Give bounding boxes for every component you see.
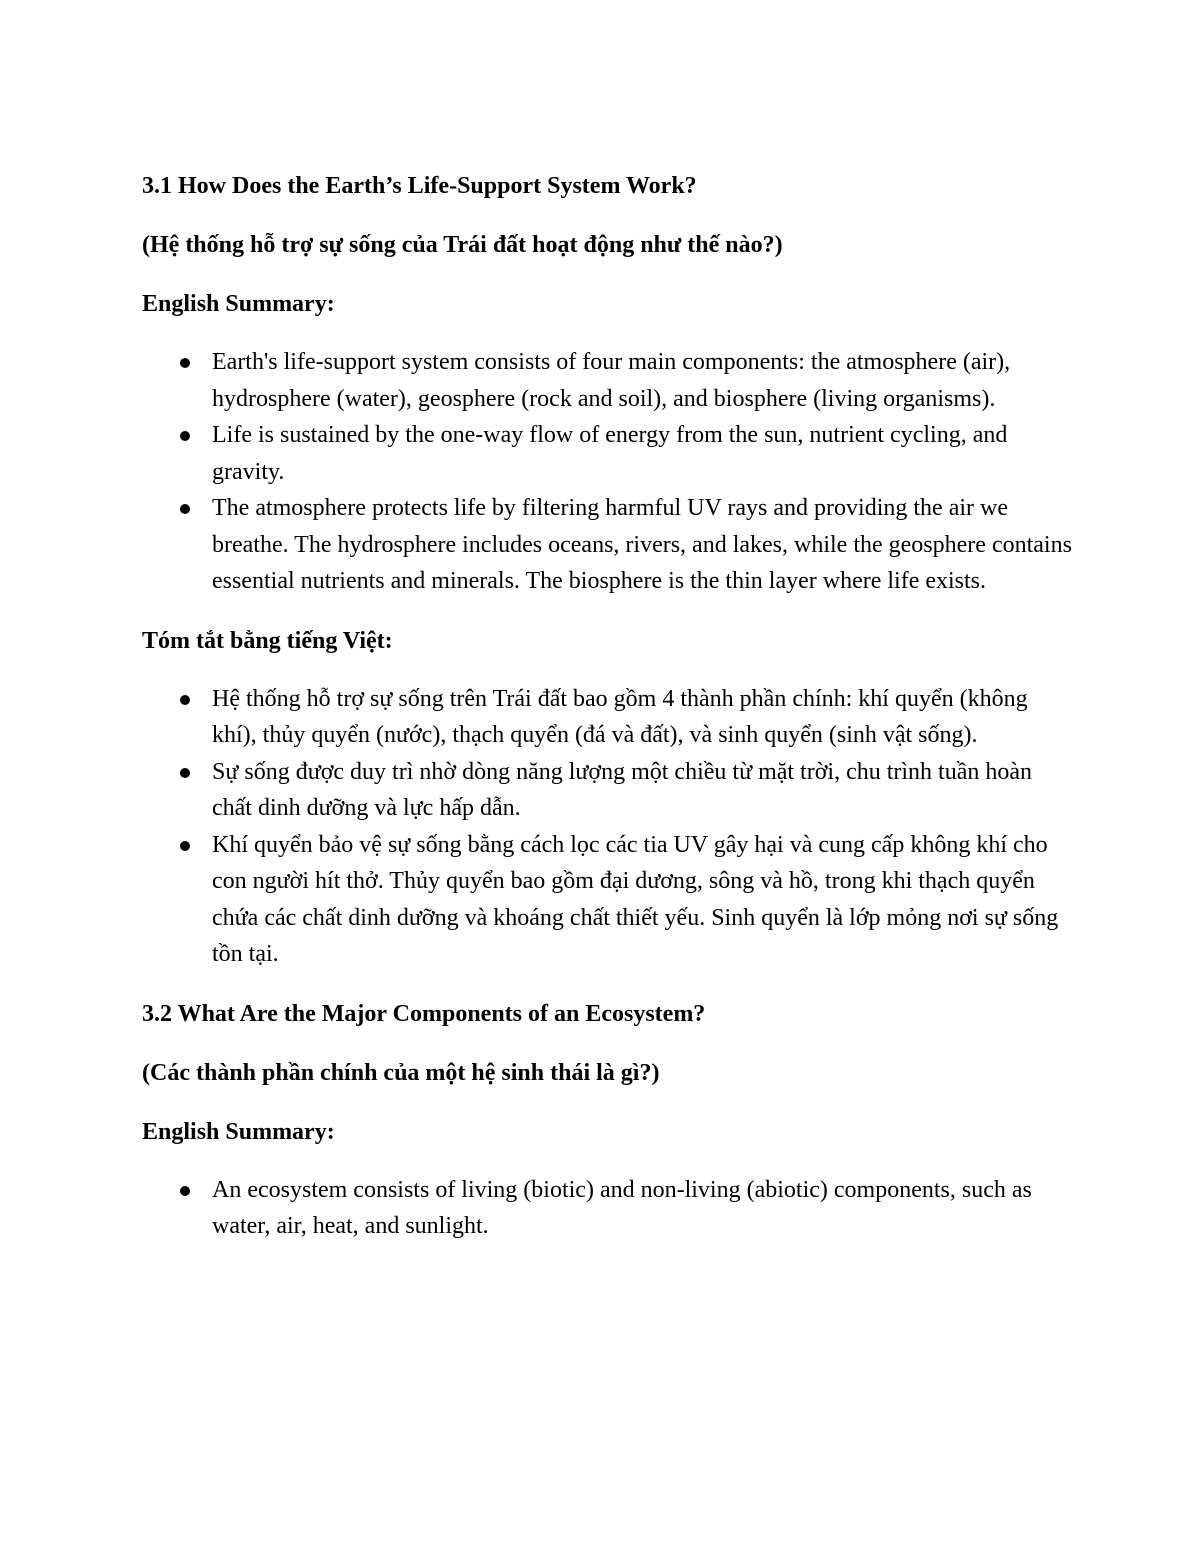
section-2-english-heading: English Summary: xyxy=(142,1118,335,1145)
list-item-text: Khí quyển bảo vệ sự sống bằng cách lọc các tia UV gây hại và cung cấp không khí cho con người hít thở. Thủy quyển bao gồm đại dương, sông và hồ, trong khi thạch quyển chứa các chất dinh dưỡng và khoáng chất thiết yếu. Sinh quyển là lớp mỏng nơi sự sống tồn tại. xyxy=(212,831,1059,967)
list-item xyxy=(142,490,1072,600)
list-item-text: Life is sustained by the one-way flow of energy from the sun, nutrient cycling, and gravity. xyxy=(212,422,1008,485)
bullet-icon xyxy=(180,768,190,778)
section-1-vietnamese-list xyxy=(142,681,1072,973)
list-item xyxy=(142,417,1072,490)
list-item xyxy=(142,344,1072,417)
section-1-subtitle: (Hệ thống hỗ trợ sự sống của Trái đất hoạt động như thế nào?) xyxy=(142,232,783,258)
list-item-text: Earth's life-support system consists of four main components: the atmosphere (air), hydrosphere (water), geosphere (rock and soil), and biosphere (living organisms). xyxy=(212,349,1011,412)
bullet-icon xyxy=(180,431,190,441)
bullet-icon xyxy=(180,695,190,705)
section-1-english-list xyxy=(142,344,1072,600)
bullet-icon xyxy=(180,1186,190,1196)
bullet-icon xyxy=(180,358,190,368)
bullet-icon xyxy=(180,504,190,514)
list-item-text: Hệ thống hỗ trợ sự sống trên Trái đất bao gồm 4 thành phần chính: khí quyển (không khí), thủy quyển (nước), thạch quyển (đá và đất), và sinh quyển (sinh vật sống). xyxy=(212,685,1028,748)
bullet-icon xyxy=(180,841,190,851)
list-item-text: The atmosphere protects life by filtering harmful UV rays and providing the air we breathe. The hydrosphere includes oceans, rivers, and lakes, while the geosphere contains essential nutrients and minerals. The biosphere is the thin layer where life exists. xyxy=(212,495,1072,594)
section-1-title: 3.1 How Does the Earth’s Life-Support System Work? xyxy=(142,173,697,199)
list-item xyxy=(142,827,1072,973)
section-1-english-heading: English Summary: xyxy=(142,291,335,317)
section-2-english-list xyxy=(142,1172,1072,1245)
list-item xyxy=(142,681,1072,754)
section-1-vietnamese-heading: Tóm tắt bằng tiếng Việt: xyxy=(142,627,393,654)
list-item xyxy=(142,1172,1072,1245)
list-item-text: An ecosystem consists of living (biotic) and non-living (abiotic) components, such as water, air, heat, and sunlight. xyxy=(212,1176,1032,1239)
document-page xyxy=(142,168,1072,1245)
list-item-text: Sự sống được duy trì nhờ dòng năng lượng một chiều từ mặt trời, chu trình tuần hoàn chất dinh dưỡng và lực hấp dẫn. xyxy=(212,758,1033,821)
section-2-title: 3.2 What Are the Major Components of an Ecosystem? xyxy=(142,1000,706,1027)
section-2-subtitle: (Các thành phần chính của một hệ sinh thái là gì?) xyxy=(142,1059,660,1086)
list-item xyxy=(142,754,1072,827)
